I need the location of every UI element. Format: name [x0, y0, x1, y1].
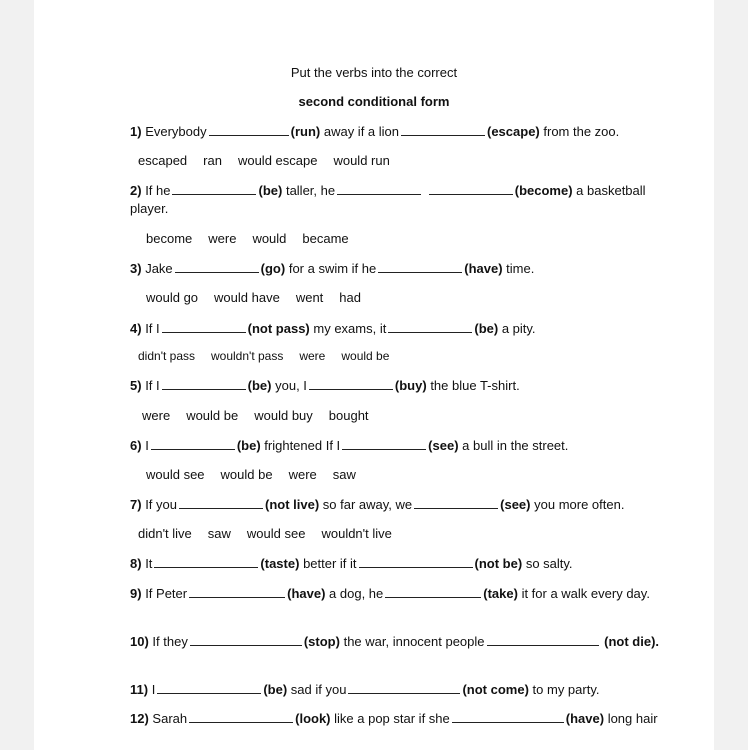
answer-blank[interactable]	[429, 194, 513, 195]
answer-blank[interactable]	[309, 389, 393, 390]
options-6: would see would be were saw	[146, 467, 356, 482]
options-7: didn't live saw would see wouldn't live	[138, 526, 392, 541]
options-4: didn't pass wouldn't pass were would be	[138, 349, 390, 363]
answer-blank[interactable]	[157, 693, 261, 694]
answer-blank[interactable]	[487, 645, 599, 646]
answer-blank[interactable]	[179, 508, 263, 509]
question-1: 1) Everybody (run) away if a lion (escape) from the zoo.	[130, 124, 620, 139]
question-5: 5) If I (be) you, I (buy) the blue T-shirt.	[130, 378, 520, 393]
options-1: escaped ran would escape would run	[138, 153, 390, 168]
answer-blank[interactable]	[151, 449, 235, 450]
answer-blank[interactable]	[209, 135, 289, 136]
answer-blank[interactable]	[162, 332, 246, 333]
answer-blank[interactable]	[401, 135, 485, 136]
answer-blank[interactable]	[189, 722, 293, 723]
answer-blank[interactable]	[162, 389, 246, 390]
answer-blank[interactable]	[190, 645, 302, 646]
question-6: 6) I (be) frightened If I (see) a bull in the street.	[130, 438, 569, 453]
question-4: 4) If I (not pass) my exams, it (be) a pity.	[130, 321, 536, 336]
answer-blank[interactable]	[359, 567, 473, 568]
question-11: 11) I (be) sad if you (not come) to my party.	[130, 682, 600, 697]
question-12: 12) Sarah (look) like a pop star if she (have) long hair	[130, 711, 658, 726]
answer-blank[interactable]	[337, 194, 421, 195]
question-7: 7) If you (not live) so far away, we (see) you more often.	[130, 497, 625, 512]
answer-blank[interactable]	[189, 597, 285, 598]
answer-blank[interactable]	[172, 194, 256, 195]
question-8: 8) It (taste) better if it (not be) so salty.	[130, 556, 573, 571]
options-3: would go would have went had	[146, 290, 361, 305]
worksheet-page	[34, 0, 714, 750]
question-3: 3) Jake (go) for a swim if he (have) time.	[130, 261, 535, 276]
answer-blank[interactable]	[388, 332, 472, 333]
answer-blank[interactable]	[154, 567, 258, 568]
answer-blank[interactable]	[452, 722, 564, 723]
question-9: 9) If Peter (have) a dog, he (take) it for a walk every day.	[130, 586, 650, 601]
title-line-1: Put the verbs into the correct	[290, 65, 458, 80]
question-2: 2) If he (be) taller, he (become) a basketball player.	[130, 183, 646, 216]
answer-blank[interactable]	[348, 693, 460, 694]
answer-blank[interactable]	[175, 272, 259, 273]
answer-blank[interactable]	[378, 272, 462, 273]
question-10: 10) If they (stop) the war, innocent people (not die).	[130, 634, 660, 649]
options-5: were would be would buy bought	[142, 408, 369, 423]
answer-blank[interactable]	[414, 508, 498, 509]
answer-blank[interactable]	[385, 597, 481, 598]
options-2: become were would became	[146, 231, 349, 246]
title-line-2: second conditional form	[298, 94, 450, 109]
answer-blank[interactable]	[342, 449, 426, 450]
